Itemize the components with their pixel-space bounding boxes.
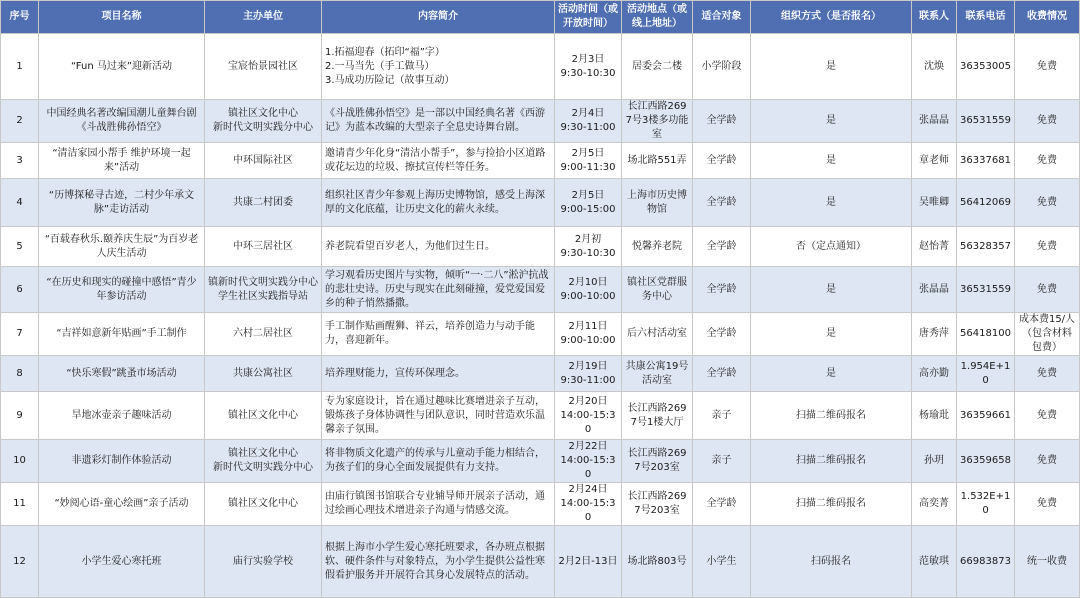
- cell-fee: 免费: [1015, 267, 1080, 313]
- cell-phone: 36359661: [957, 392, 1015, 440]
- cell-organization: 扫描二维码报名: [751, 392, 912, 440]
- cell-description: 邀请青少年化身“清洁小帮手”，参与捡拾小区道路或花坛边的垃圾、擦拭宣传栏等任务。: [322, 143, 555, 179]
- header-no: 序号: [1, 1, 39, 34]
- cell-project-name: 中国经典名著改编国潮儿童舞台剧《斗战胜佛孙悟空》: [39, 100, 205, 143]
- cell-description: 由庙行镇图书馆联合专业辅导师开展亲子活动，通过绘画心理技术增进亲子沟通与情感交流。: [322, 483, 555, 526]
- cell-description: 1.拓福迎春（拓印“福”字） 2.一马当先（手工做马） 3.马成功历险记（故事互动）: [322, 34, 555, 100]
- header-phone: 联系电话: [957, 1, 1015, 34]
- cell-contact: 张晶晶: [912, 267, 957, 313]
- cell-contact: 章老师: [912, 143, 957, 179]
- cell-target: 亲子: [693, 440, 751, 483]
- cell-project-name: 旱地冰壶亲子趣味活动: [39, 392, 205, 440]
- cell-target: 全学龄: [693, 143, 751, 179]
- cell-place: 镇社区党群服务中心: [622, 267, 693, 313]
- cell-project-name: “快乐寒假”跳蚤市场活动: [39, 356, 205, 392]
- cell-phone: 66983873: [957, 526, 1015, 598]
- cell-organization: 是: [751, 143, 912, 179]
- cell-fee: 免费: [1015, 143, 1080, 179]
- table-row: [1, 526, 1080, 598]
- cell-no: 4: [1, 179, 39, 227]
- cell-phone: 1.532E+10: [957, 483, 1015, 526]
- cell-host: 镇社区文化中心: [205, 392, 322, 440]
- cell-project-name: “在历史和现实的碰撞中感悟”青少年参访活动: [39, 267, 205, 313]
- cell-no: 3: [1, 143, 39, 179]
- cell-organization: 是: [751, 34, 912, 100]
- cell-no: 11: [1, 483, 39, 526]
- cell-place: 长江西路2697号203室: [622, 483, 693, 526]
- cell-place: 后六村活动室: [622, 313, 693, 356]
- cell-target: 亲子: [693, 392, 751, 440]
- cell-no: 9: [1, 392, 39, 440]
- table-row: [1, 34, 1080, 100]
- cell-time: 2月3日 9:30-10:30: [555, 34, 622, 100]
- cell-target: 全学龄: [693, 267, 751, 313]
- cell-project-name: “妙阅心语-童心绘画”亲子活动: [39, 483, 205, 526]
- table-row: [1, 100, 1080, 143]
- header-time: 活动时间（或开放时间）: [555, 1, 622, 34]
- header-fee: 收费情况: [1015, 1, 1080, 34]
- cell-fee: 免费: [1015, 227, 1080, 267]
- cell-no: 1: [1, 34, 39, 100]
- header-place: 活动地点（或线上地址）: [622, 1, 693, 34]
- cell-no: 7: [1, 313, 39, 356]
- cell-no: 6: [1, 267, 39, 313]
- cell-place: 长江西路2697号1楼大厅: [622, 392, 693, 440]
- cell-fee: 免费: [1015, 34, 1080, 100]
- cell-description: 专为家庭设计，旨在通过趣味比赛增进亲子互动，锻炼孩子身体协调性与团队意识，同时营造欢乐温馨亲子氛围。: [322, 392, 555, 440]
- cell-host: 镇社区文化中心: [205, 483, 322, 526]
- cell-no: 2: [1, 100, 39, 143]
- cell-description: 《斗战胜佛孙悟空》是一部以中国经典名著《西游记》为蓝本改编的大型亲子全息史诗舞台剧。: [322, 100, 555, 143]
- cell-no: 5: [1, 227, 39, 267]
- cell-place: 长江西路2697号203室: [622, 440, 693, 483]
- cell-organization: 是: [751, 100, 912, 143]
- cell-place: 上海市历史博物馆: [622, 179, 693, 227]
- cell-contact: 沈焕: [912, 34, 957, 100]
- header-desc: 内容简介: [322, 1, 555, 34]
- header-org: 组织方式（是否报名）: [751, 1, 912, 34]
- cell-target: 小学阶段: [693, 34, 751, 100]
- cell-host: 六村二居社区: [205, 313, 322, 356]
- cell-target: 全学龄: [693, 356, 751, 392]
- cell-time: 2月初 9:30-10:30: [555, 227, 622, 267]
- header-name: 项目名称: [39, 1, 205, 34]
- cell-target: 全学龄: [693, 313, 751, 356]
- cell-description: 养老院看望百岁老人，为他们过生日。: [322, 227, 555, 267]
- table-row: [1, 483, 1080, 526]
- cell-phone: 36353005: [957, 34, 1015, 100]
- cell-time: 2月5日 9:00-11:30: [555, 143, 622, 179]
- cell-description: 将非物质文化遗产的传承与儿童动手能力相结合，为孩子们的身心全面发展提供有力支持。: [322, 440, 555, 483]
- cell-contact: 孙玥: [912, 440, 957, 483]
- table-row: [1, 267, 1080, 313]
- cell-contact: 张晶晶: [912, 100, 957, 143]
- cell-contact: 吴唯卿: [912, 179, 957, 227]
- cell-fee: 统一收费: [1015, 526, 1080, 598]
- cell-organization: 是: [751, 179, 912, 227]
- cell-phone: 36531559: [957, 267, 1015, 313]
- cell-time: 2月10日 9:00-10:00: [555, 267, 622, 313]
- cell-contact: 高亦勤: [912, 356, 957, 392]
- cell-phone: 56328357: [957, 227, 1015, 267]
- cell-no: 12: [1, 526, 39, 598]
- table-row: [1, 143, 1080, 179]
- table-row: [1, 179, 1080, 227]
- cell-description: 培养理财能力，宣传环保理念。: [322, 356, 555, 392]
- cell-place: 场北路551弄: [622, 143, 693, 179]
- cell-no: 10: [1, 440, 39, 483]
- cell-organization: 扫码报名: [751, 526, 912, 598]
- cell-no: 8: [1, 356, 39, 392]
- header-row: [1, 1, 1080, 34]
- cell-place: 长江西路2697号3楼多功能室: [622, 100, 693, 143]
- cell-project-name: “历博探秘寻古迹，二村少年承文脉”走访活动: [39, 179, 205, 227]
- cell-target: 全学龄: [693, 100, 751, 143]
- table-row: [1, 313, 1080, 356]
- cell-organization: 扫描二维码报名: [751, 440, 912, 483]
- cell-target: 小学生: [693, 526, 751, 598]
- cell-contact: 杨瑜玭: [912, 392, 957, 440]
- cell-contact: 唐秀萍: [912, 313, 957, 356]
- cell-contact: 高奕菁: [912, 483, 957, 526]
- cell-description: 学习观看历史图片与实物，倾听“一·二八”淞沪抗战的悲壮史诗。历史与现实在此刻碰撞，爱党爱国爱乡的种子悄然播撒。: [322, 267, 555, 313]
- cell-place: 居委会二楼: [622, 34, 693, 100]
- cell-target: 全学龄: [693, 227, 751, 267]
- cell-description: 根据上海市小学生爱心寒托班要求，各办班点根据软、硬件条件与对象特点，为小学生提供公益性寒假看护服务并开展符合其身心发展特点的活动。: [322, 526, 555, 598]
- header-target: 适合对象: [693, 1, 751, 34]
- cell-project-name: 非遗彩灯制作体验活动: [39, 440, 205, 483]
- cell-contact: 赵怡菁: [912, 227, 957, 267]
- cell-host: 共康公寓社区: [205, 356, 322, 392]
- cell-place: 悦馨养老院: [622, 227, 693, 267]
- cell-project-name: “清洁家园小帮手 维护环境一起来”活动: [39, 143, 205, 179]
- cell-phone: 36531559: [957, 100, 1015, 143]
- cell-time: 2月19日 9:30-11:00: [555, 356, 622, 392]
- cell-time: 2月5日 9:00-15:00: [555, 179, 622, 227]
- table-row: [1, 392, 1080, 440]
- table-row: [1, 356, 1080, 392]
- header-host: 主办单位: [205, 1, 322, 34]
- cell-place: 共康公寓19号活动室: [622, 356, 693, 392]
- cell-fee: 免费: [1015, 179, 1080, 227]
- cell-time: 2月11日 9:00-10:00: [555, 313, 622, 356]
- cell-description: 手工制作贴画醒狮、祥云，培养创造力与动手能力，喜迎新年。: [322, 313, 555, 356]
- table-row: [1, 440, 1080, 483]
- cell-description: 组织社区青少年参观上海历史博物馆，感受上海深厚的文化底蕴，让历史文化的薪火永续。: [322, 179, 555, 227]
- cell-host: 庙行实验学校: [205, 526, 322, 598]
- cell-fee: 成本费15/人 （包含材料包费）: [1015, 313, 1080, 356]
- cell-host: 共康二村团委: [205, 179, 322, 227]
- cell-target: 全学龄: [693, 179, 751, 227]
- cell-organization: 否（定点通知）: [751, 227, 912, 267]
- cell-host: 镇社区文化中心 新时代文明实践分中心: [205, 440, 322, 483]
- cell-phone: 56412069: [957, 179, 1015, 227]
- cell-contact: 范敏琪: [912, 526, 957, 598]
- cell-phone: 1.954E+10: [957, 356, 1015, 392]
- cell-fee: 免费: [1015, 100, 1080, 143]
- cell-fee: 免费: [1015, 392, 1080, 440]
- cell-host: 镇社区文化中心 新时代文明实践分中心: [205, 100, 322, 143]
- cell-fee: 免费: [1015, 440, 1080, 483]
- cell-project-name: 小学生爱心寒托班: [39, 526, 205, 598]
- cell-fee: 免费: [1015, 483, 1080, 526]
- cell-organization: 扫描二维码报名: [751, 483, 912, 526]
- cell-project-name: “吉祥如意新年贴画”手工制作: [39, 313, 205, 356]
- cell-time: 2月22日 14:00-15:30: [555, 440, 622, 483]
- cell-organization: 是: [751, 356, 912, 392]
- cell-place: 场北路803号: [622, 526, 693, 598]
- cell-organization: 是: [751, 267, 912, 313]
- cell-target: 全学龄: [693, 483, 751, 526]
- cell-phone: 56418100: [957, 313, 1015, 356]
- cell-phone: 36337681: [957, 143, 1015, 179]
- cell-time: 2月4日 9:30-11:00: [555, 100, 622, 143]
- header-contact: 联系人: [912, 1, 957, 34]
- cell-fee: 免费: [1015, 356, 1080, 392]
- cell-time: 2月20日 14:00-15:30: [555, 392, 622, 440]
- cell-project-name: “Fun 马过来”迎新活动: [39, 34, 205, 100]
- cell-host: 中环国际社区: [205, 143, 322, 179]
- cell-host: 中环三居社区: [205, 227, 322, 267]
- cell-host: 镇新时代文明实践分中心 学生社区实践指导站: [205, 267, 322, 313]
- cell-time: 2月2日-13日: [555, 526, 622, 598]
- cell-host: 宝宸怡景园社区: [205, 34, 322, 100]
- cell-phone: 36359658: [957, 440, 1015, 483]
- cell-time: 2月24日 14:00-15:30: [555, 483, 622, 526]
- cell-project-name: “百载春秋乐.颐养庆生辰”为百岁老人庆生活动: [39, 227, 205, 267]
- table-row: [1, 227, 1080, 267]
- cell-organization: 是: [751, 313, 912, 356]
